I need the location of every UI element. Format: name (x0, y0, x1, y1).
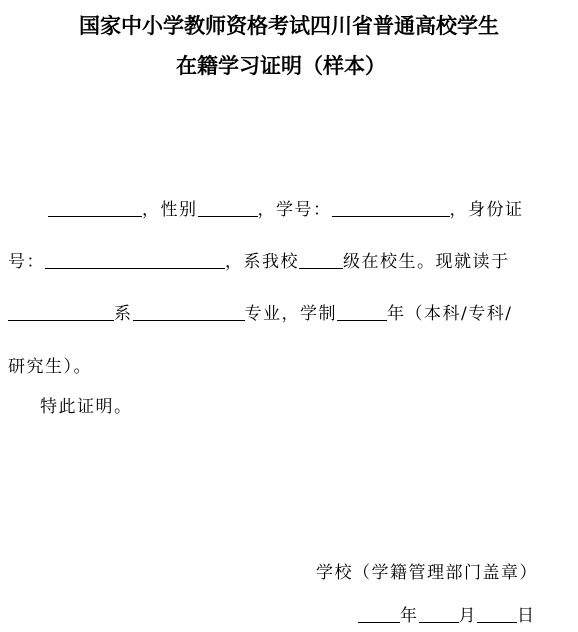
date-line: 年 月 日 (358, 604, 536, 627)
year-blank[interactable] (358, 604, 400, 623)
body-line-1: ，性别 ，学号： ，身份证 (48, 198, 524, 221)
school-seal-label: 学校（学籍管理部门盖章） (316, 563, 538, 583)
day-blank[interactable] (477, 604, 517, 623)
id-number-blank[interactable] (45, 250, 225, 269)
document-title-line2: 在籍学习证明（样本） (176, 54, 386, 78)
document-title-line1: 国家中小学教师资格考试四川省普通高校学生 (79, 14, 499, 38)
major-blank[interactable] (133, 302, 245, 321)
body-line-2: 号： ，系我校 级在校生。现就读于 (8, 252, 510, 272)
body-line-4: 研究生）。 (8, 357, 92, 377)
duration-blank[interactable] (337, 302, 387, 321)
department-blank[interactable] (8, 302, 114, 321)
gender-blank[interactable] (198, 198, 258, 217)
name-blank[interactable] (48, 198, 142, 217)
grade-blank[interactable] (299, 250, 343, 269)
body-line-3: 系 专业，学制 年（本科/专科/ (8, 302, 512, 325)
student-id-blank[interactable] (332, 198, 450, 217)
month-blank[interactable] (419, 604, 459, 623)
body-line-5: 特此证明。 (40, 397, 133, 417)
